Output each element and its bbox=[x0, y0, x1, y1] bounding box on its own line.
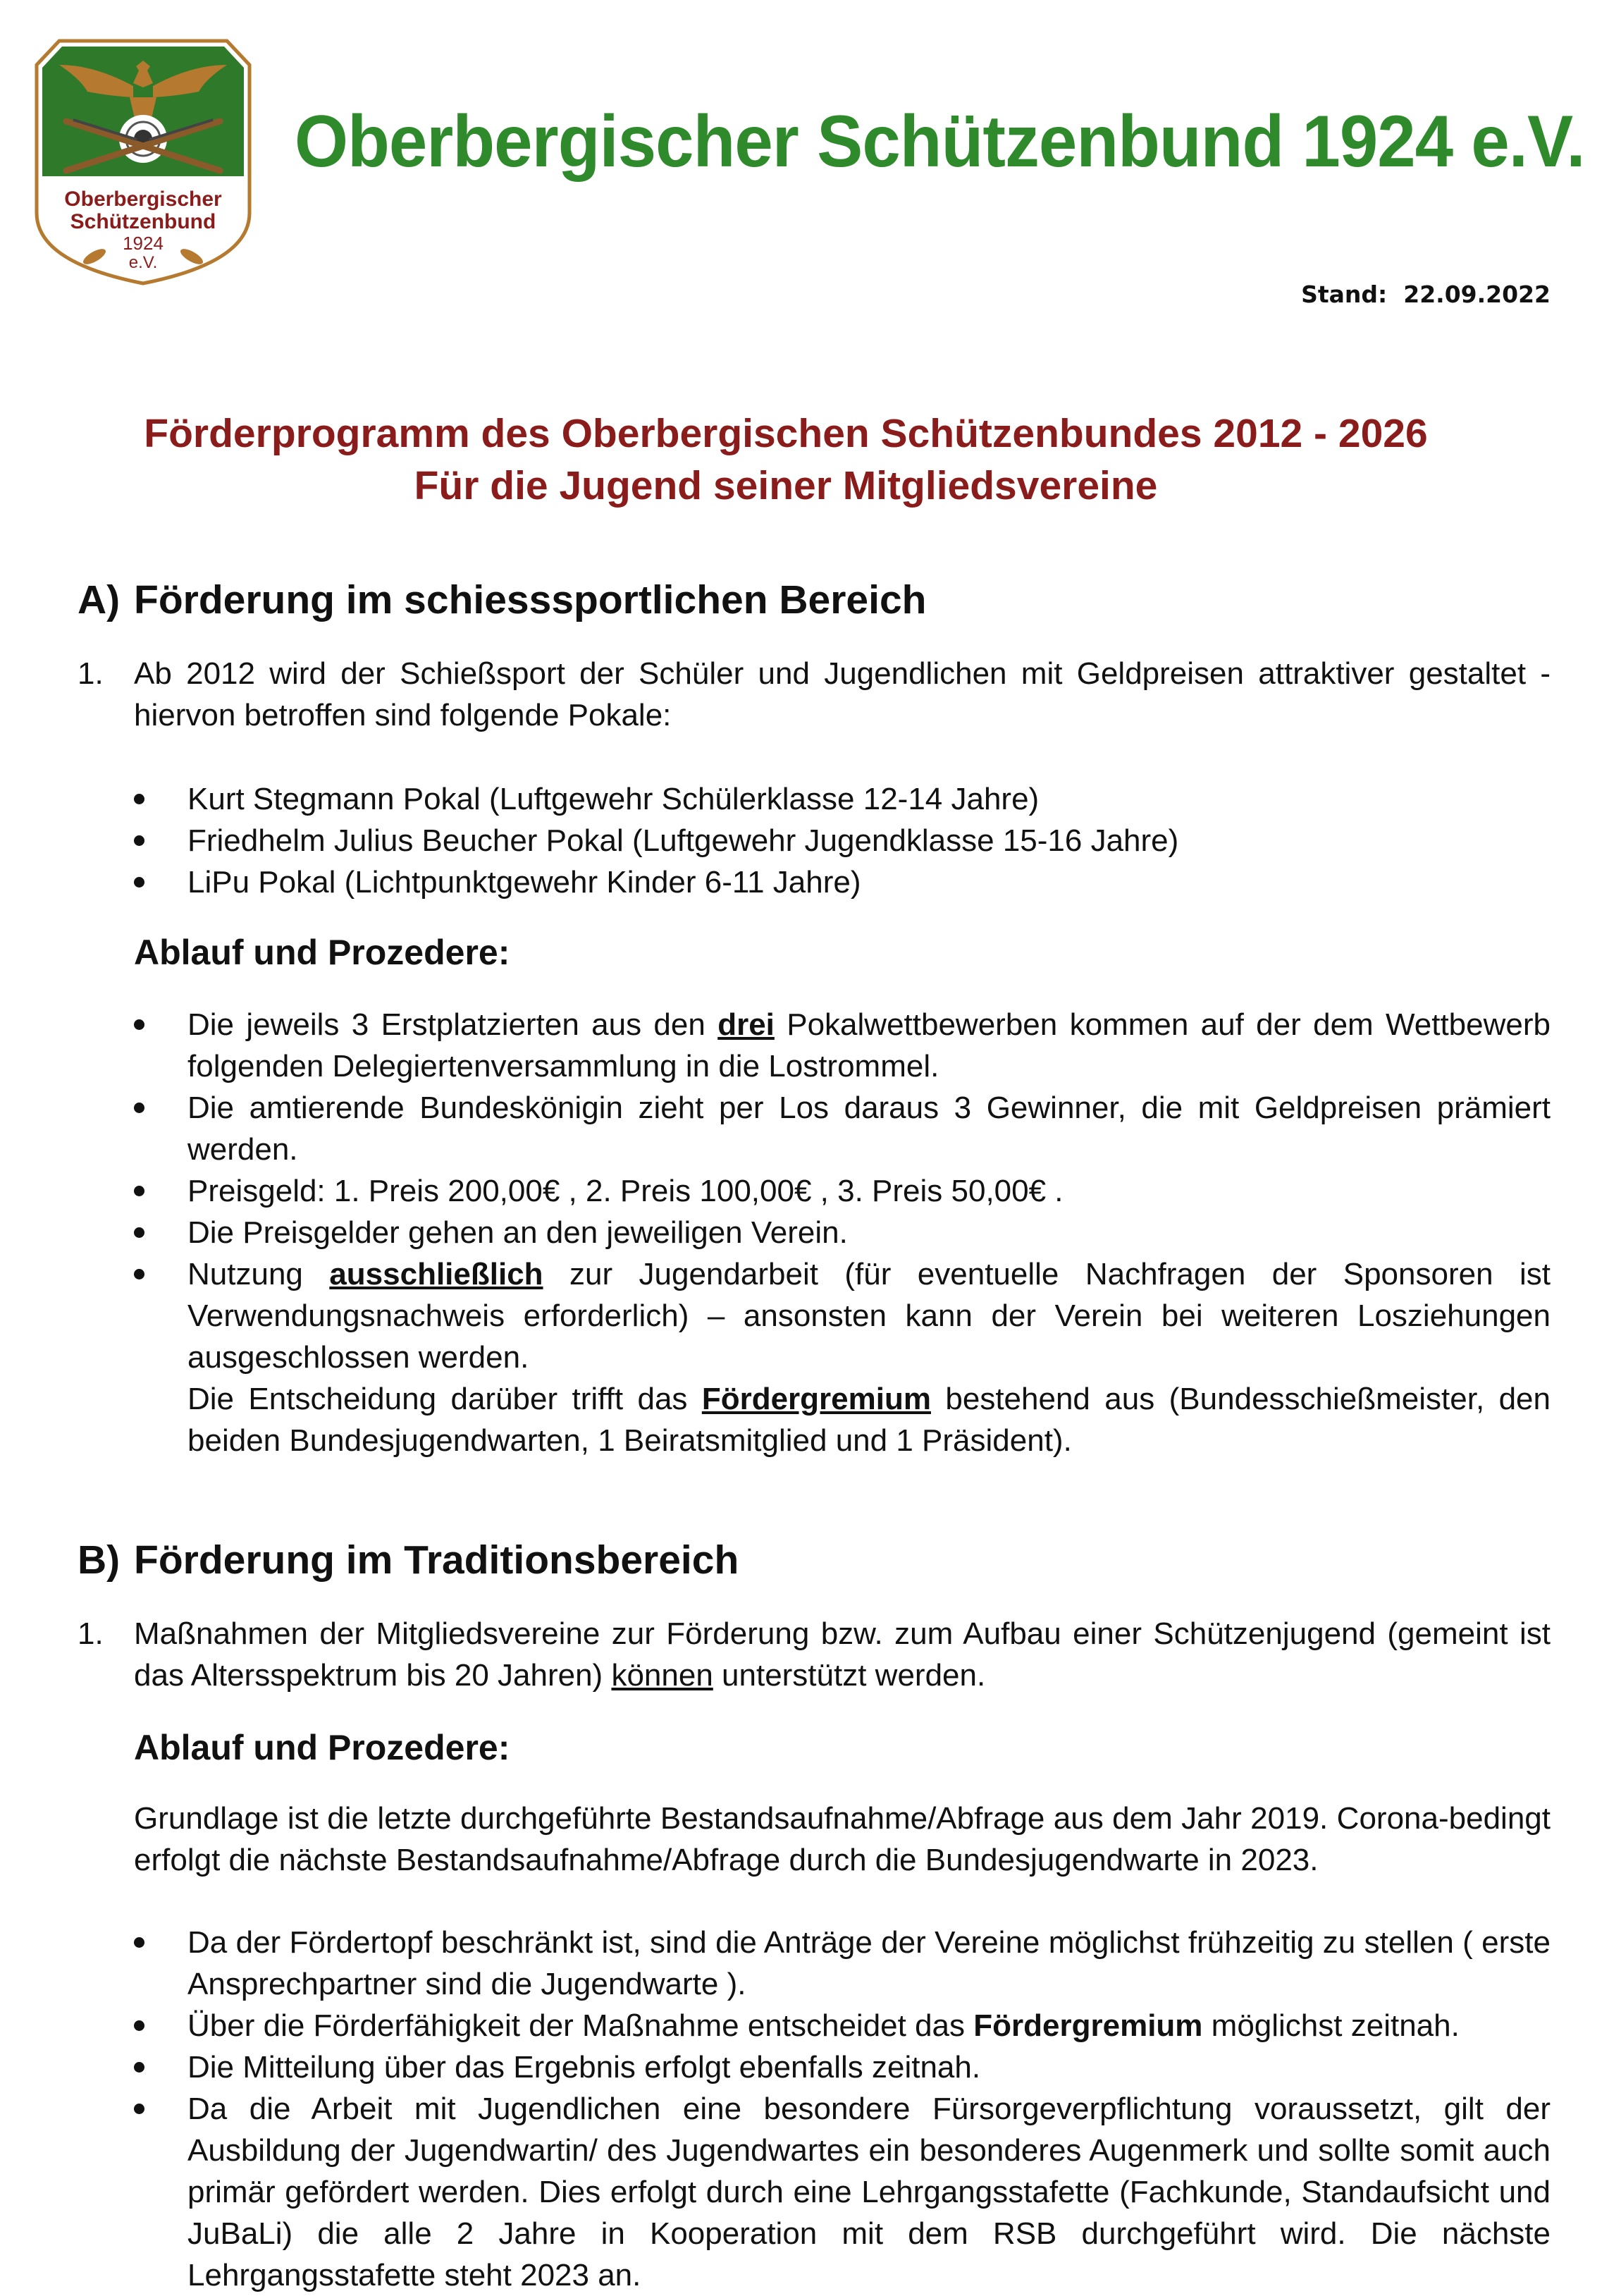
b5-bold: ausschließlich bbox=[329, 1257, 543, 1291]
section-a-letter: A) bbox=[78, 577, 121, 622]
b1-bold: drei bbox=[717, 1007, 775, 1042]
c2-post: möglichst zeitnah. bbox=[1202, 2008, 1460, 2043]
bullet-icon bbox=[134, 835, 144, 846]
bullet-icon bbox=[134, 1186, 144, 1196]
section-b-paragraph: Grundlage ist die letzte durchgeführte Bestandsaufnahme/Abfrage aus dem Jahr 2019. Corona-bedingt erfolgt die nächste Bestandsaufnahme/Abfrage durch die Bundesjugendwarte in 2023. bbox=[134, 1801, 1551, 1877]
list-item bbox=[134, 861, 1551, 903]
list-item bbox=[134, 1922, 1551, 2005]
logo-text-line4: e.V. bbox=[128, 253, 158, 272]
b5-line2-bold: Fördergremium bbox=[701, 1382, 931, 1416]
section-a-subheading: Ablauf und Prozedere: bbox=[134, 933, 510, 972]
bullet-icon bbox=[134, 1227, 144, 1238]
section-b-letter: B) bbox=[78, 1537, 121, 1583]
bullet-icon bbox=[134, 1269, 144, 1279]
b1-post: Pokalwettbewerben kommen auf der dem Wettbewerb folgenden Delegiertenversammlung in die Lostrommel. bbox=[187, 1007, 1551, 1083]
stand-label: Stand: bbox=[1301, 281, 1388, 308]
section-b-title: Förderung im Traditionsbereich bbox=[134, 1537, 739, 1583]
b5-line2-post: bestehend aus (Bundesschießmeister, den beiden Bundesjugendwarten, 1 Beiratsmitglied und 1 Präsident). bbox=[187, 1382, 1551, 1458]
list-item bbox=[134, 1212, 1551, 1253]
c3: Die Mitteilung über das Ergebnis erfolgt ebenfalls zeitnah. bbox=[187, 2050, 981, 2085]
section-b-procedure-list bbox=[134, 1922, 1551, 2296]
bullet-icon bbox=[134, 877, 144, 888]
b2: Die amtierende Bundeskönigin zieht per Los daraus 3 Gewinner, die mit Geldpreisen prämiert werden. bbox=[187, 1091, 1551, 1167]
bullet-icon bbox=[134, 2104, 144, 2114]
bullet-icon bbox=[134, 2020, 144, 2031]
logo-text-line1: Oberbergischer bbox=[64, 188, 222, 211]
list-item bbox=[134, 2088, 1551, 2296]
section-b-item-1 bbox=[78, 1613, 1551, 1696]
list-item bbox=[134, 778, 1551, 820]
b5-line2-pre: Die Entscheidung darüber trifft das bbox=[187, 1382, 702, 1416]
title-line-1: Förderprogramm des Oberbergischen Schützenbundes 2012 - 2026 bbox=[144, 411, 1428, 456]
logo-text-line2: Schützenbund bbox=[70, 210, 216, 233]
item-number: 1. bbox=[78, 656, 104, 691]
section-a-procedure-list bbox=[134, 1004, 1551, 1461]
b1-pre: Die jeweils 3 Erstplatzierten aus den bbox=[187, 1007, 718, 1042]
item-text-pre: Maßnahmen der Mitgliedsvereine zur Förderung bzw. zum Aufbau einer Schützenjugend (gemeint ist das Altersspektrum bis 20 Jahren) bbox=[134, 1616, 1551, 1693]
pokale-list bbox=[134, 778, 1551, 903]
b5-post: zur Jugendarbeit (für eventuelle Nachfragen der Sponsoren ist Verwendungsnachweis erforderlich) – ansonsten kann der Verein bei weiteren Losziehungen ausgeschlossen werden. bbox=[187, 1257, 1551, 1375]
bullet-icon bbox=[134, 1937, 144, 1948]
section-a-title: Förderung im schiesssportlichen Bereich bbox=[134, 577, 927, 622]
b3: Preisgeld: 1. Preis 200,00€ , 2. Preis 100,00€ , 3. Preis 50,00€ . bbox=[187, 1174, 1064, 1208]
list-item bbox=[134, 820, 1551, 861]
title-line-2: Für die Jugend seiner Mitgliedsvereine bbox=[414, 463, 1158, 508]
c1: Da der Fördertopf beschränkt ist, sind die Anträge der Vereine möglichst frühzeitig zu stellen ( erste Ansprechpartner sind die Jugendwarte ). bbox=[187, 1925, 1551, 2001]
list-item bbox=[134, 1004, 1551, 1087]
list-item bbox=[134, 1087, 1551, 1170]
stand-date bbox=[1301, 281, 1551, 308]
b5-pre: Nutzung bbox=[187, 1257, 330, 1291]
section-a-heading bbox=[78, 577, 926, 623]
organization-name: Oberbergischer Schützenbund 1924 e.V. bbox=[295, 101, 1585, 183]
item-text bbox=[134, 1613, 1551, 1696]
list-item bbox=[134, 1253, 1551, 1461]
list-item-text: Friedhelm Julius Beucher Pokal (Luftgewehr Jugendklasse 15-16 Jahre) bbox=[187, 823, 1179, 858]
section-b-subheading: Ablauf und Prozedere: bbox=[134, 1728, 510, 1767]
list-item bbox=[134, 1170, 1551, 1212]
document-title bbox=[0, 407, 1572, 512]
b4: Die Preisgelder gehen an den jeweiligen Verein. bbox=[187, 1215, 848, 1250]
logo-text-line3: 1924 bbox=[123, 233, 164, 254]
bullet-icon bbox=[134, 1103, 144, 1113]
list-item bbox=[134, 2005, 1551, 2046]
item-text-post: unterstützt werden. bbox=[713, 1658, 986, 1693]
item-number: 1. bbox=[78, 1616, 104, 1651]
list-item-text: LiPu Pokal (Lichtpunktgewehr Kinder 6-11 Jahre) bbox=[187, 865, 861, 900]
section-b-heading bbox=[78, 1537, 739, 1583]
c2-pre: Über die Förderfähigkeit der Maßnahme entscheidet das bbox=[187, 2008, 974, 2043]
bullet-icon bbox=[134, 2062, 144, 2073]
list-item-text: Kurt Stegmann Pokal (Luftgewehr Schülerklasse 12-14 Jahre) bbox=[187, 782, 1040, 816]
section-a-item-1 bbox=[78, 653, 1551, 736]
bullet-icon bbox=[134, 794, 144, 804]
club-logo bbox=[31, 37, 255, 288]
item-text: Ab 2012 wird der Schießsport der Schüler und Jugendlichen mit Geldpreisen attraktiver gestaltet - hiervon betroffen sind folgende Pokale: bbox=[134, 656, 1551, 732]
bullet-icon bbox=[134, 1019, 144, 1030]
c2-bold: Fördergremium bbox=[973, 2008, 1203, 2043]
item-text-underline: können bbox=[611, 1658, 713, 1693]
c4: Da die Arbeit mit Jugendlichen eine besondere Fürsorgeverpflichtung voraussetzt, gilt der Ausbildung der Jugendwartin/ des Jugendwartes ein besonderes Augenmerk und sollte somit auch primär gefördert werden. Dies erfolgt durch eine Lehrgangsstafette (Fachkunde, Standaufsicht und JuBaLi) die alle 2 Jahre in Kooperation mit dem RSB durchgeführt wird. Die nächste Lehrgangsstafette steht 2023 an. bbox=[187, 2092, 1551, 2292]
list-item bbox=[134, 2046, 1551, 2088]
stand-date-value: 22.09.2022 bbox=[1403, 281, 1551, 308]
